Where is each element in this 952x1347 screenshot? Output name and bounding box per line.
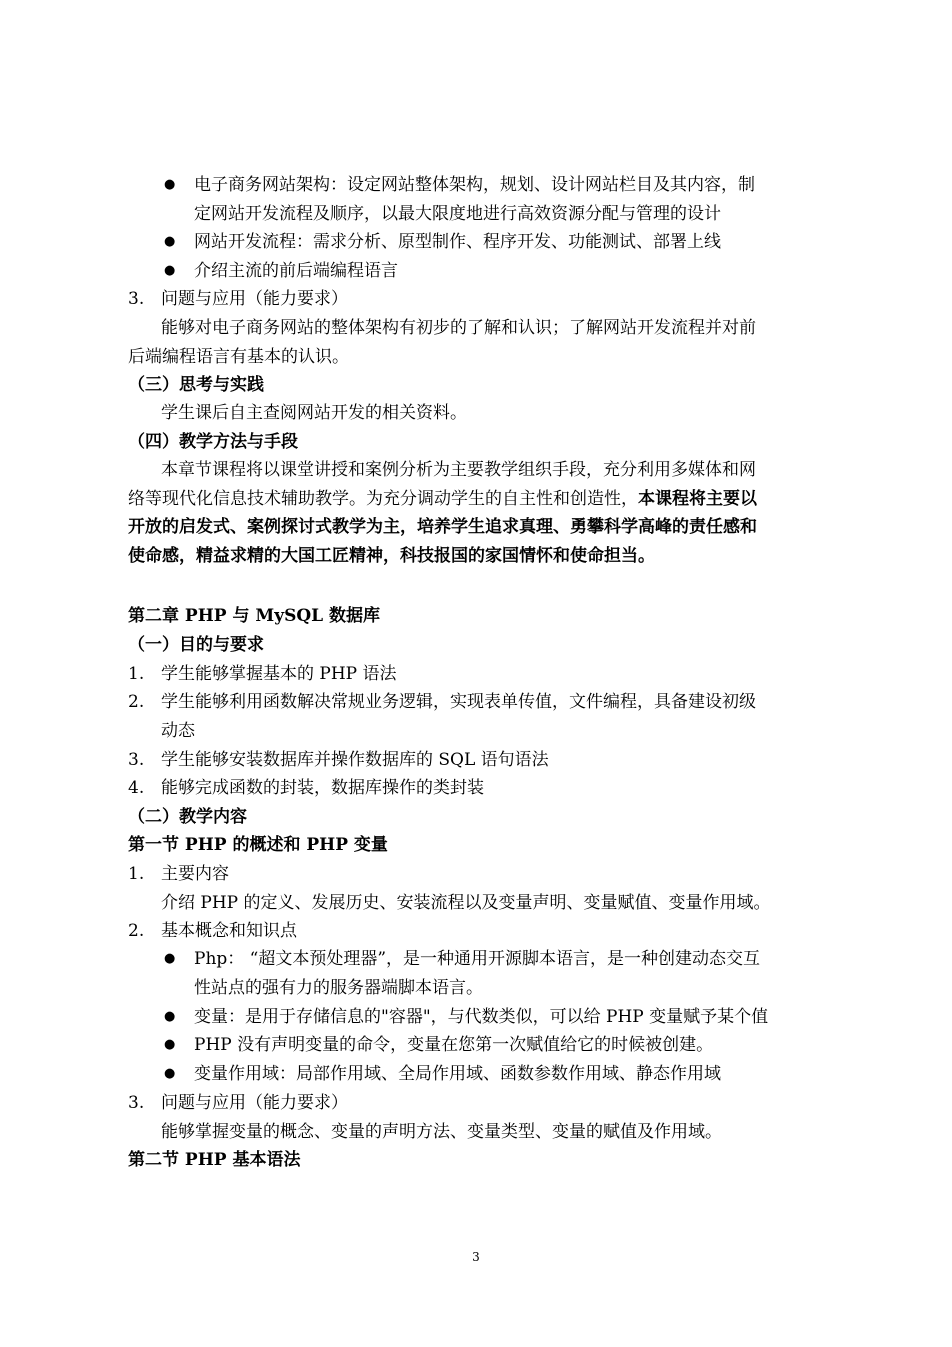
bullet-icon: ● bbox=[164, 1066, 176, 1081]
bullet-icon: ● bbox=[164, 234, 176, 249]
bullet-icon: ● bbox=[164, 951, 176, 966]
bullet-item: ● 变量：是用于存储信息的"容器"，与代数类似，可以给 PHP 变量赋予某个值 bbox=[128, 1003, 836, 1032]
section-heading: （四）教学方法与手段 bbox=[128, 432, 298, 452]
subsection-title: 第二节 PHP 基本语法 bbox=[128, 1150, 301, 1170]
numbered-item: 2. 学生能够利用函数解决常规业务逻辑，实现表单传值，文件编程，具备建设初级 动态 bbox=[128, 692, 756, 741]
bullet-icon: ● bbox=[164, 177, 176, 192]
bullet-item: ● 网站开发流程：需求分析、原型制作、程序开发、功能测试、部署上线 bbox=[128, 228, 836, 257]
bullet-item: ● Php： “超文本预处理器”，是一种通用开源脚本语言，是一种创建动态交互 性站点的强有力的服务器端脚本语言。 bbox=[128, 945, 836, 1002]
bullet-item: ● PHP 没有声明变量的命令，变量在您第一次赋值给它的时候被创建。 bbox=[128, 1031, 836, 1060]
paragraph: 学生课后自主查阅网站开发的相关资料。 bbox=[161, 403, 467, 423]
bullet-icon: ● bbox=[164, 1037, 176, 1052]
numbered-item: 3. 学生能够安装数据库并操作数据库的 SQL 语句语法 bbox=[128, 750, 549, 770]
section-heading: （一）目的与要求 bbox=[128, 635, 264, 655]
section-heading: （三）思考与实践 bbox=[128, 375, 264, 395]
numbered-item: 2. 基本概念和知识点 bbox=[128, 921, 297, 941]
paragraph: 能够对电子商务网站的整体架构有初步的了解和认识；了解网站开发流程并对前 后端编程语言有基本的认识。 bbox=[128, 318, 756, 367]
bullet-icon: ● bbox=[164, 263, 176, 278]
numbered-item: 1. 学生能够掌握基本的 PHP 语法 bbox=[128, 664, 397, 684]
section-heading: （二）教学内容 bbox=[128, 807, 247, 827]
page-number: 3 bbox=[472, 1250, 480, 1264]
paragraph: 本章节课程将以课堂讲授和案例分析为主要教学组织手段，充分利用多媒体和网 络等现代化信息技术辅助教学。为充分调动学生的自主性和创造性，本课程将主要以 开放的启发式、案例探讨式教学为主，培养学生追求真理、勇攀科学高峰的责任感和 使命感，精益求精的大国工匠精神，科技报国的家国情怀和使命担当。 bbox=[128, 460, 757, 566]
numbered-item: 1. 主要内容 介绍 PHP 的定义、发展历史、安装流程以及变量声明、变量赋值、变量作用域。 bbox=[128, 864, 771, 913]
subsection-title: 第一节 PHP 的概述和 PHP 变量 bbox=[128, 835, 388, 855]
numbered-item: 4. 能够完成函数的封装，数据库操作的类封装 bbox=[128, 778, 484, 798]
numbered-item: 3. 问题与应用（能力要求） bbox=[128, 289, 348, 309]
numbered-item: 3. 问题与应用（能力要求） 能够掌握变量的概念、变量的声明方法、变量类型、变量的赋值及作用域。 bbox=[128, 1093, 722, 1142]
bullet-icon: ● bbox=[164, 1009, 176, 1024]
bullet-item: ● 介绍主流的前后端编程语言 bbox=[128, 257, 836, 286]
bullet-item: ● 电子商务网站架构：设定网站整体架构，规划、设计网站栏目及其内容，制 定网站开发流程及顺序，以最大限度地进行高效资源分配与管理的设计 bbox=[128, 171, 836, 228]
bullet-item: ● 变量作用域：局部作用域、全局作用域、函数参数作用域、静态作用域 bbox=[128, 1060, 836, 1089]
chapter-title: 第二章 PHP 与 MySQL 数据库 bbox=[128, 606, 381, 626]
